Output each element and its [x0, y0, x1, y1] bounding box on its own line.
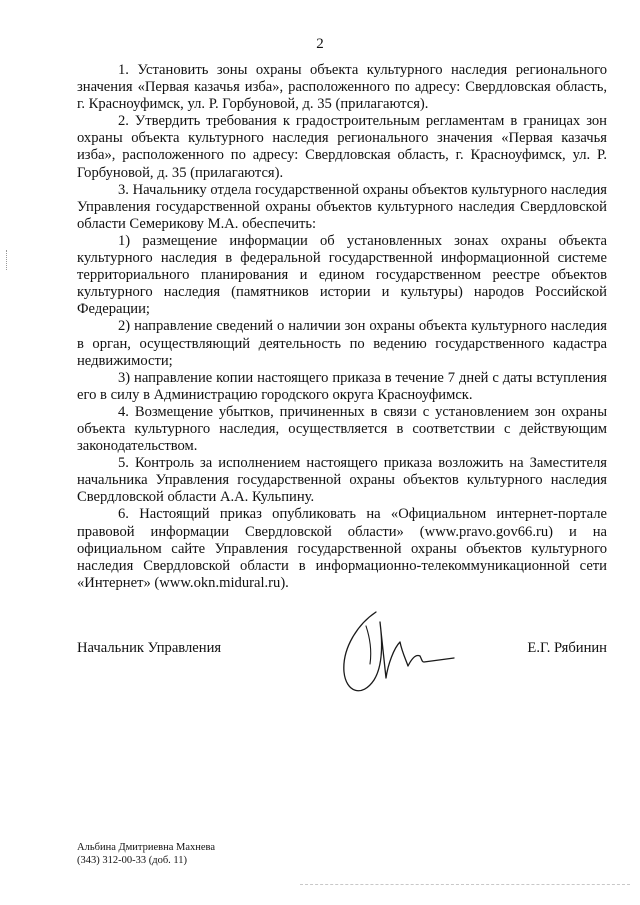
order-body	[77, 62, 607, 592]
paragraph-2-requirements: 2. Утвердить требования к градостроительным регламентам в границах зон охраны объекта культурного наследия регионального значения «Первая казачья изба», расположенного по адресу: Свердловская область, г. Красноуфимск, ул. Р. Горбуновой, д. 35 (прилагаются).	[77, 113, 607, 181]
handwritten-signature	[336, 608, 466, 708]
executor-name: Альбина Дмитриевна Махнева	[77, 842, 216, 853]
margin-punch-marks	[6, 250, 9, 270]
executor-info	[77, 842, 215, 867]
page-number: 2	[316, 36, 324, 52]
paragraph-3-instruction: 3. Начальнику отдела государственной охраны объектов культурного наследия Управления государственной охраны объектов культурного наследия Свердловской области Семерикову М.А. обеспечить:	[77, 181, 607, 232]
signatory-name: Е.Г. Рябинин	[527, 640, 607, 656]
paragraph-3-item-1: 1) размещение информации об установленных зонах охраны объекта культурного наследия в федеральной государственной информационной системе территориального планирования и едином государственном реестре объектов культурного наследия (памятников истории и культуры) народов Российской Федерации;	[77, 232, 607, 318]
paragraph-3-item-3: 3) направление копии настоящего приказа в течение 7 дней с даты вступления его в силу в Администрацию городского округа Красноуфимск.	[77, 369, 607, 403]
paragraph-5-control: 5. Контроль за исполнением настоящего приказа возложить на Заместителя начальника Управления государственной охраны объектов культурного наследия Свердловской области А.А. Кульпину.	[77, 455, 607, 506]
executor-phone: (343) 312-00-33 (доб. 11)	[77, 854, 188, 866]
paragraph-1-zones: 1. Установить зоны охраны объекта культурного наследия регионального значения «Первая казачья изба», расположенного по адресу: Свердловская область, г. Красноуфимск, ул. Р. Горбуновой, д. 35 (прилагаются).	[77, 62, 607, 113]
paragraph-6-publish: 6. Настоящий приказ опубликовать на «Официальном интернет-портале правовой информации Свердловской области» (www.pravo.gov66.ru) и на официальном сайте Управления государственной охраны объектов культурного наследия Свердловской области в информационно-телекоммуникационной сети «Интернет» (www.okn.midural.ru).	[77, 506, 607, 591]
page-bottom-rule	[300, 884, 630, 885]
paragraph-3-item-2: 2) направление сведений о наличии зон охраны объекта культурного наследия в орган, осуществляющий деятельность по ведению государственного кадастра недвижимости;	[77, 318, 607, 369]
paragraph-4-losses: 4. Возмещение убытков, причиненных в связи с установлением зон охраны объекта культурного наследия, осуществляется в соответствии с действующим законодательством.	[77, 403, 607, 455]
signatory-position: Начальник Управления	[77, 640, 222, 656]
